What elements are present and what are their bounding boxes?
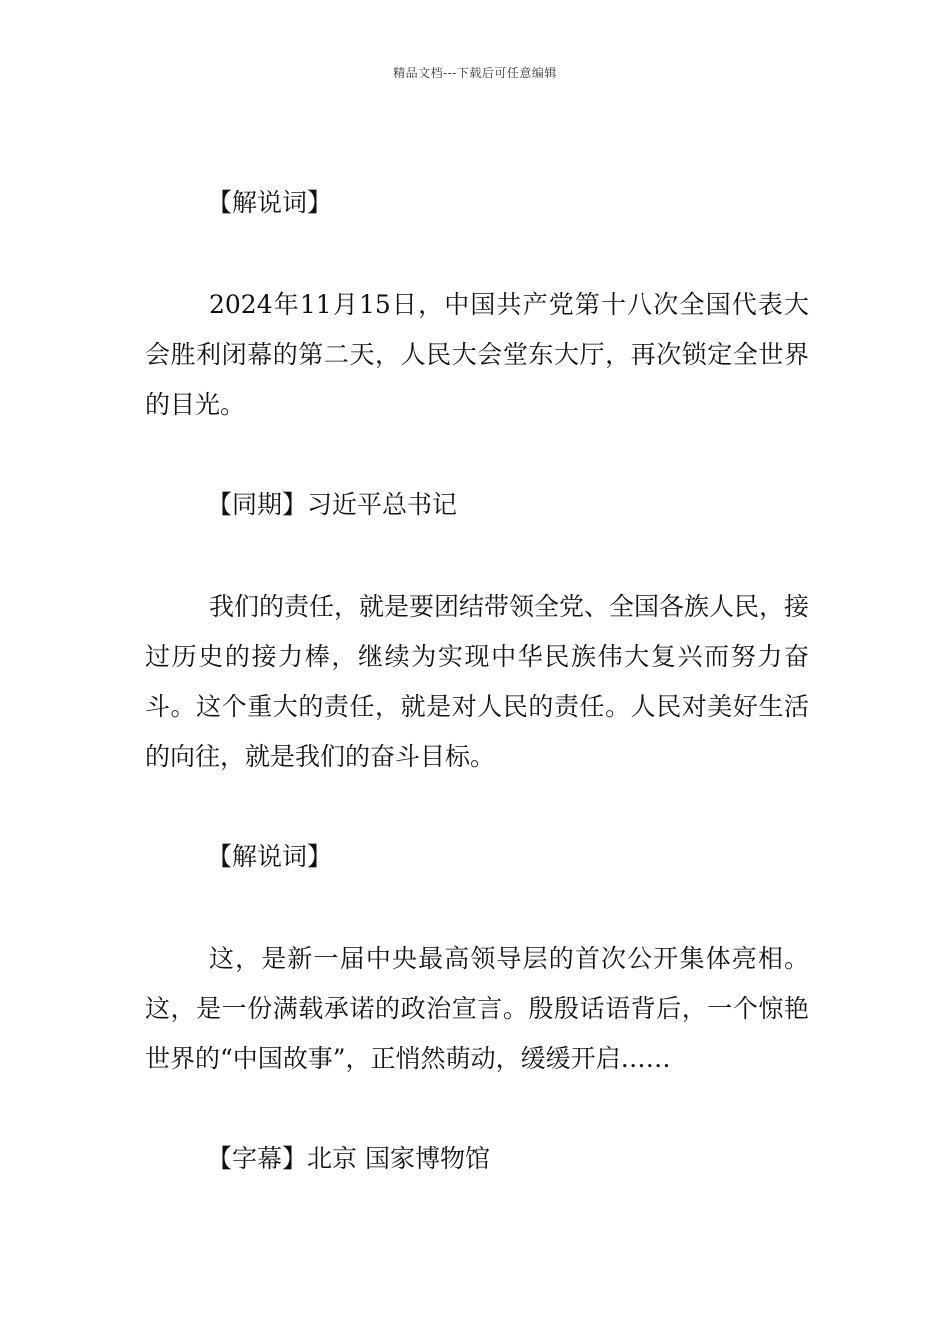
section-heading-commentary-1: 【解说词】: [207, 188, 333, 217]
paragraph-opening: 2024年11月15日，中国共产党第十八次全国代表大会胜利闭幕的第二天，人民大会堂东大厅，再次锁定全世界的目光。: [145, 290, 809, 419]
section-heading-sync: 【同期】习近平总书记: [207, 490, 458, 519]
page-header: 精品文档---下载后可任意编辑: [393, 66, 557, 80]
paragraph-commentary: 这，是新一届中央最高领导层的首次公开集体亮相。这，是一份满载承诺的政治宣言。殷殷话语背后，一个惊艳世界的“中国故事”，正悄然萌动，缓缓开启……: [145, 944, 809, 1073]
document-body: [145, 178, 809, 1184]
paragraph-speech: 我们的责任，就是要团结带领全党、全国各族人民，接过历史的接力棒，继续为实现中华民族伟大复兴而努力奋斗。这个重大的责任，就是对人民的责任。人民对美好生活的向往，就是我们的奋斗目标。: [145, 592, 810, 771]
section-heading-commentary-2: 【解说词】: [207, 842, 333, 871]
section-heading-caption: 【字幕】北京 国家博物馆: [207, 1144, 490, 1173]
